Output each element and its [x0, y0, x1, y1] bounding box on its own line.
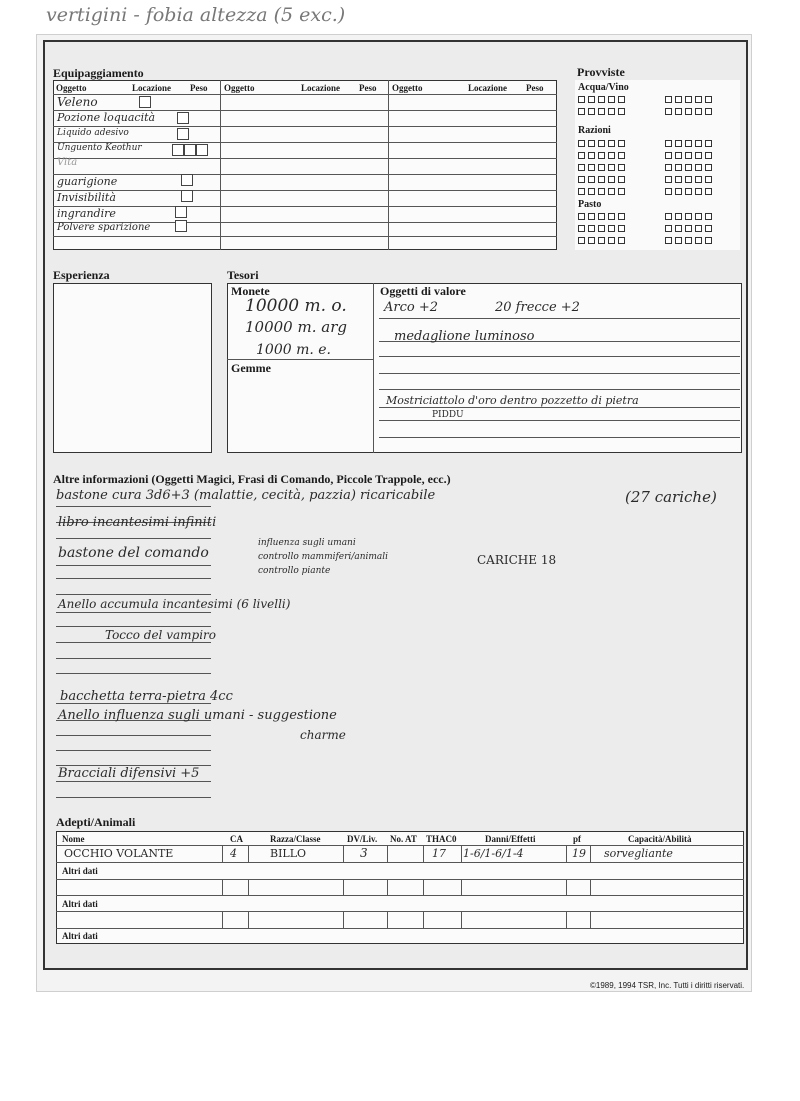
other-info-line: controllo piante [258, 566, 331, 576]
equip-header-oggetto-2: Oggetto [224, 83, 255, 93]
valuable-item: PIDDU [432, 410, 464, 420]
equip-item: Pozione loquacità [57, 111, 156, 124]
adept-class: BILLO [270, 847, 307, 860]
meal-checkboxes-right [665, 213, 725, 249]
equip-item: Liquido adesivo [57, 128, 129, 138]
other-info-line: Bracciali difensivi +5 [58, 766, 200, 781]
other-info-line: bastone cura 3d6+3 (malattie, cecità, pazzia) ricaricabile [56, 488, 436, 503]
equip-mark-box [181, 190, 193, 202]
adepts-title: Adepti/Animali [56, 815, 136, 829]
adept-name: OCCHIO VOLANTE [64, 847, 174, 860]
equip-header-oggetto-3: Oggetto [392, 83, 423, 93]
provisions-title: Provviste [577, 65, 625, 79]
other-info-title: Altre informazioni (Oggetti Magici, Frasi di Comando, Piccole Trappole, ecc.) [53, 472, 451, 486]
adept-damage: 1-6/1-6/1-4 [463, 847, 524, 860]
adepts-other-data-1: Altri dati [62, 866, 98, 876]
other-info-line: Tocco del vampiro [105, 628, 217, 642]
other-info-line: charme [300, 728, 346, 742]
valuable-item: Mostriciattolo d'oro dentro pozzetto di pietra [386, 394, 639, 407]
provisions-water-label: Acqua/Vino [578, 82, 629, 93]
valuable-item: Arco +2 [384, 300, 439, 315]
adept-thac0: 17 [432, 847, 446, 860]
other-info-line: controllo mammiferi/animali [258, 552, 389, 562]
equip-header-locazione-2: Locazione [301, 83, 340, 93]
equip-header-peso-2: Peso [359, 83, 377, 93]
equip-mark-box [175, 206, 187, 218]
adepts-header-pf: pf [573, 834, 582, 844]
equip-item: Unguento Keothur [57, 143, 142, 153]
equip-mark-box [175, 220, 187, 232]
adepts-header-dv: DV/Liv. [347, 834, 378, 844]
equip-mark-box [184, 144, 196, 156]
adepts-header-thac0: THAC0 [426, 834, 457, 844]
equipment-title: Equipaggiamento [53, 66, 144, 80]
equip-header-peso-3: Peso [526, 83, 544, 93]
other-info-line: bastone del comando [58, 545, 209, 561]
equip-item: guarigione [57, 175, 118, 188]
adept-dv: 3 [360, 846, 368, 860]
provisions-meal-label: Pasto [578, 199, 602, 210]
equip-header-peso-1: Peso [190, 83, 208, 93]
equip-header-locazione-3: Locazione [468, 83, 507, 93]
other-info-line: influenza sugli umani [258, 538, 356, 548]
adept-hp: 19 [572, 847, 586, 860]
other-info-line: CARICHE 18 [477, 553, 557, 567]
coins-label: Monete [231, 284, 270, 298]
rations-checkboxes-left [578, 140, 638, 200]
valuable-item: medaglione luminoso [394, 329, 535, 344]
rations-checkboxes-right [665, 140, 725, 200]
gems-label: Gemme [231, 361, 271, 375]
equip-item: Vita [57, 157, 78, 168]
other-info-line: bacchetta terra-pietra 4cc [60, 689, 233, 704]
coins-silver: 10000 m. arg [245, 318, 347, 336]
treasure-title: Tesori [227, 268, 259, 282]
adepts-other-data-2: Altri dati [62, 899, 98, 909]
copyright-notice: ©1989, 1994 TSR, Inc. Tutti i diritti riservati. [590, 981, 745, 990]
experience-box [53, 283, 212, 453]
adept-ca: 4 [230, 847, 237, 860]
adepts-header-noat: No. AT [390, 834, 417, 844]
provisions-rations-label: Razioni [578, 125, 611, 136]
equip-mark-box [196, 144, 208, 156]
other-info-line: (27 cariche) [625, 488, 717, 506]
coins-gold: 10000 m. o. [245, 296, 347, 316]
equip-header-oggetto-1: Oggetto [56, 83, 87, 93]
valuable-item: 20 frecce +2 [495, 300, 580, 315]
valuables-label: Oggetti di valore [380, 284, 466, 298]
equip-mark-box [177, 128, 189, 140]
adepts-header-capacita: Capacità/Abilità [628, 834, 692, 844]
equip-item: Polvere sparizione [57, 222, 151, 233]
other-info-line: Anello influenza sugli umani - suggestione [58, 708, 337, 723]
other-info-line: libro incantesimi infiniti [58, 515, 217, 530]
coins-electrum: 1000 m. e. [256, 342, 331, 358]
equip-mark-box [181, 174, 193, 186]
adept-ability: sorvegliante [604, 847, 673, 860]
equip-header-locazione-1: Locazione [132, 83, 171, 93]
adepts-header-ca: CA [230, 834, 243, 844]
adepts-header-nome: Nome [62, 834, 85, 844]
water-checkboxes-right [665, 96, 725, 120]
adepts-other-data-3: Altri dati [62, 931, 98, 941]
experience-title: Esperienza [53, 268, 110, 282]
meal-checkboxes-left [578, 213, 638, 249]
equip-item: ingrandire [57, 207, 116, 220]
water-checkboxes-left [578, 96, 638, 120]
equip-item: Invisibilità [57, 191, 116, 204]
adepts-header-danni: Danni/Effetti [485, 834, 536, 844]
equip-mark-box [139, 96, 151, 108]
equip-mark-box [177, 112, 189, 124]
top-handwritten-note: vertigini - fobia altezza (5 exc.) [46, 4, 346, 26]
other-info-line: Anello accumula incantesimi (6 livelli) [58, 597, 291, 611]
equip-mark-box [172, 144, 184, 156]
adepts-header-razza: Razza/Classe [270, 834, 321, 844]
equip-item: Veleno [57, 95, 98, 109]
